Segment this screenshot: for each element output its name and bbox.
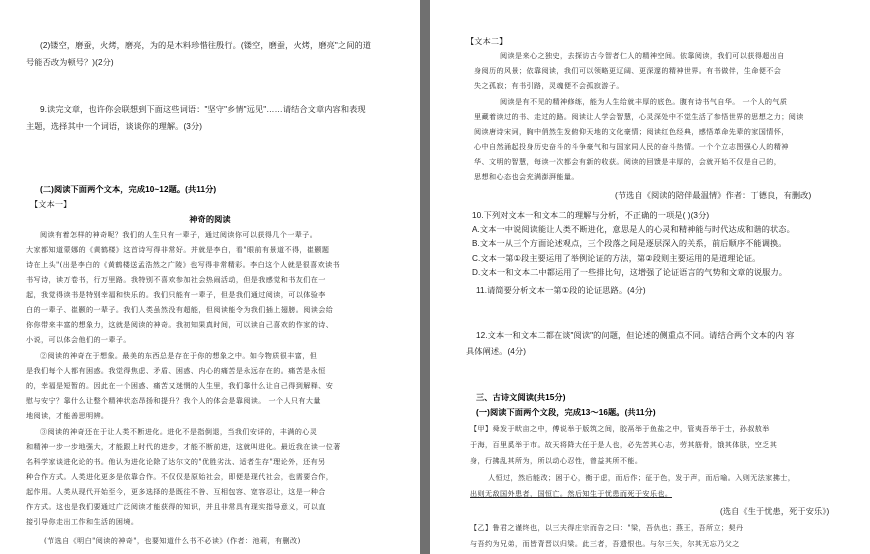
page-gutter [420, 0, 430, 554]
question-9-line-1: 9.读完文章，也许你会联想到下面这些词语："坚守"乡情"远见"……请结合文章内容和表现 [40, 105, 366, 114]
text-2-label: 【文本二】 [466, 37, 508, 46]
article-line: 名科学家谈进化论的书。他认为进化论除了达尔文的"优胜劣汰、适者生存"理论外，还有另 [26, 457, 326, 466]
article-line: 是我们每个人都有困惑。我觉得焦虑、矛盾、困惑、内心的痛苦是永远存在的。痛苦是永恒 [26, 366, 326, 375]
question-8-line-1: (2)镂空，磨蚕，火烤，磨亮，为的是木料珍惜往殷行。(镂空，磨蚕，火烤，磨亮"之间的道 [40, 41, 372, 50]
article-line: 小说，可以体会他们的一辈子。 [26, 335, 131, 344]
section-2-title: (二)阅读下面两个文本，完成10~12题。(共11分) [40, 185, 217, 194]
article-line: 大家都知道蒙娜的《黄鹤楼》这首诗写得非常好。并就是李白，看"眼前有景道不得，崔颢题 [26, 245, 330, 254]
article-line: 和精神一步一步地强大，才能跟上时代的进步，才能不断前进，这就叫进化。最近我在读一位著 [26, 442, 341, 451]
article-line: 白的一辈子、崔颢的一辈子。我们人类虽然没有超能，但阅读能令为我们插上翅膀。阅读会给 [26, 305, 334, 314]
text-2-line: 里藏着读过的书、走过的路。阅读让人学会智慧，心灵深处中不觉生活了参悟世界的思想之力；阅读 [474, 112, 804, 121]
article-title: 神奇的阅读 [189, 215, 231, 224]
jia-passage-line-underlined: 出则无敌国外患者，国恒亡。然后知生于忧患而死于安乐也。 [470, 489, 673, 498]
question-10-option-d[interactable]: D.文本一和文本二中都运用了一些排比句，这增强了论证语言的气势和文章的说服力。 [472, 268, 788, 277]
article-line: 地阅读，才能善思明辨。 [26, 411, 109, 420]
article-line: 接引导你走出工作和生活的困境。 [26, 517, 139, 526]
article-line: ③阅读的神奇还在于让人类不断进化。进化不是指倒退，当我们安详的，丰满的心灵 [40, 427, 318, 436]
left-page[interactable] [0, 0, 420, 554]
article-line: 作方式。这也是我们要通过广泛阅读才能获得的知识，并且非常具有现实指导意义，可以直 [26, 502, 326, 511]
text-1-label: 【文本一】 [30, 200, 72, 209]
article-line: 起，我觉得读书是特别幸福和快乐的。我们只能有一辈子，但是我们通过阅读，可以体验李 [26, 290, 326, 299]
text-2-line: 失之孤寂；有书引路，灵魂便不会孤寂游子。 [474, 81, 624, 90]
article-line: 诗在上头"(出是李白的《黄鹤楼送孟浩然之广陵》也写得非常精彩。李白这个人就是很喜欢读书 [26, 260, 341, 269]
question-10-option-b[interactable]: B.文本一从三个方面论述观点，三个段落之间是逐层深入的关系，前后顺序不能调换。 [472, 239, 787, 248]
question-10-option-c[interactable]: C.文本一第①段主要运用了举例论证的方法，第②段则主要运用的是道理论证。 [472, 254, 761, 263]
text-2-line: 身阅历的风景；依靠阅读，我们可以领略更辽阔、更深邃的精神世界。有书做伴，生命便不会 [474, 66, 782, 75]
article-line: 阅读有着怎样的神奇呢？我们的人生只有一辈子，通过阅读你可以获得几个一辈子。 [40, 230, 318, 239]
right-page[interactable] [430, 0, 870, 554]
article-source: (节选自《明白"阅读的神奇"，也要知道什么书不必读》(作者：池莉，有删改) [44, 536, 301, 545]
question-9-line-2: 主题，选择其中一个词语，谈谈你的理解。(3分) [26, 122, 203, 131]
jia-passage-line: 于海，百里奚举于市。故天将降大任于是人也，必先苦其心志，劳其筋骨，饿其体肤，空乏其 [470, 440, 778, 449]
text-2-line: 阅读是来心之独史，去探访古今智者仁人的精神空间。依靠阅读，我们可以获得超出自 [500, 51, 785, 60]
question-12-line-1: 12.文本一和文本二都在谈"阅读"的问题，但论述的侧重点不同。请结合两个文本的内 容 [476, 331, 795, 340]
question-10: 10.下列对文本一和文本二的理解与分析，不正确的一项是( )(3分) [472, 211, 710, 220]
article-line: 种合作方式。人类进化更多是依靠合作。不仅仅是原始社会，即便是现代社会，也需要合作， [26, 472, 334, 481]
section-3-subtitle: (一)阅读下面两个文段，完成13～16题。(共11分) [476, 408, 656, 417]
section-3-title: 三、古诗文阅读(共15分) [476, 393, 566, 402]
article-line: 起作用。人类从现代开始至今，更多选择的是既往不咎、互相包容、宽容忍让，这是一种合 [26, 487, 326, 496]
text-2-source: (节选自《阅读的陪伴最温情》作者：丁德良，有删改) [615, 191, 812, 200]
question-11: 11.请简要分析文本一第①段的论证思路。(4分) [476, 286, 646, 295]
article-line: 书写诗，读万卷书，行万里路。我特别不喜欢参加社会热闹活动，但是我感觉和书友们在一 [26, 275, 326, 284]
question-12-line-2: 具体阐述。(4分) [466, 347, 527, 356]
question-8-line-2: 号能否改为顿号？)(2分) [26, 58, 114, 67]
text-2-line: 华、文明的智慧，每读一次都会有新的收获。阅读的回馈是丰厚的，会就开始不仅是自己的， [474, 157, 782, 166]
article-line: 你你带来丰富的想象力，这就是阅读的神奇。我初知果真时间，可以读自己喜欢的作家的诗、 [26, 320, 334, 329]
jia-passage-line: 人恒过，然后能改；困于心，衡于虑，而后作；征于色，发于声，而后喻。入则无法家拂士， [488, 473, 796, 482]
yi-passage-line: 与吾约为兄弟，而皆背晋以归梁。此三者，吾遗恨也。与尔三矢，尔其无忘乃父之 [470, 539, 740, 548]
article-line: 的，幸福是短暂的。因此在一个困惑、痛苦又迷惘的人生里，我们靠什么让自己得到解释、安 [26, 381, 334, 390]
question-10-option-a[interactable]: A.文本一中说阅读能让人类不断进化，意思是人的心灵和精神能与时代达成和谐的状态。 [472, 225, 795, 234]
jia-source: (选自《生于忧患，死于安乐》) [720, 507, 830, 516]
text-2-line: 心中自然涌起投身历史奋斗的斗争豪气和与国家同人民的奋斗热情。一个个立志图强心人的精神 [474, 142, 789, 151]
article-line: ②阅读的神奇在于想象。最美的东西总是存在于你的想象之中。如今物质很丰富，但 [40, 351, 318, 360]
article-line: 慰与安宁？靠什么让整个精神状态昂扬和提升？我个人的体会是靠阅读。 一个人只有大量 [26, 396, 321, 405]
text-2-line: 思想和心态也会充满澎湃能量。 [474, 172, 579, 181]
text-2-line: 阅读是有不见的精神修练，能为人生给就丰厚的底色。腹有诗书气自华。 一个人的气质 [500, 97, 788, 106]
text-2-line: 阅读唐诗宋词，胸中俏然生发俯仰天地的文化豪情；阅读红色经典，感悟革命先辈的家国情怀， [474, 127, 789, 136]
jia-passage-line: 身，行拂乱其所为，所以动心忍性，曾益其所不能。 [470, 456, 643, 465]
jia-passage-line: 【甲】舜发于畎亩之中，傅说举于版筑之间，胶鬲举于鱼盐之中，管夷吾举于士，孙叔敖举 [470, 424, 770, 433]
yi-passage-line: 【乙】鲁君之谨终也，以三夫得庄宗而告之曰："梁，吾仇也；燕王，吾所立；契丹 [470, 523, 744, 532]
